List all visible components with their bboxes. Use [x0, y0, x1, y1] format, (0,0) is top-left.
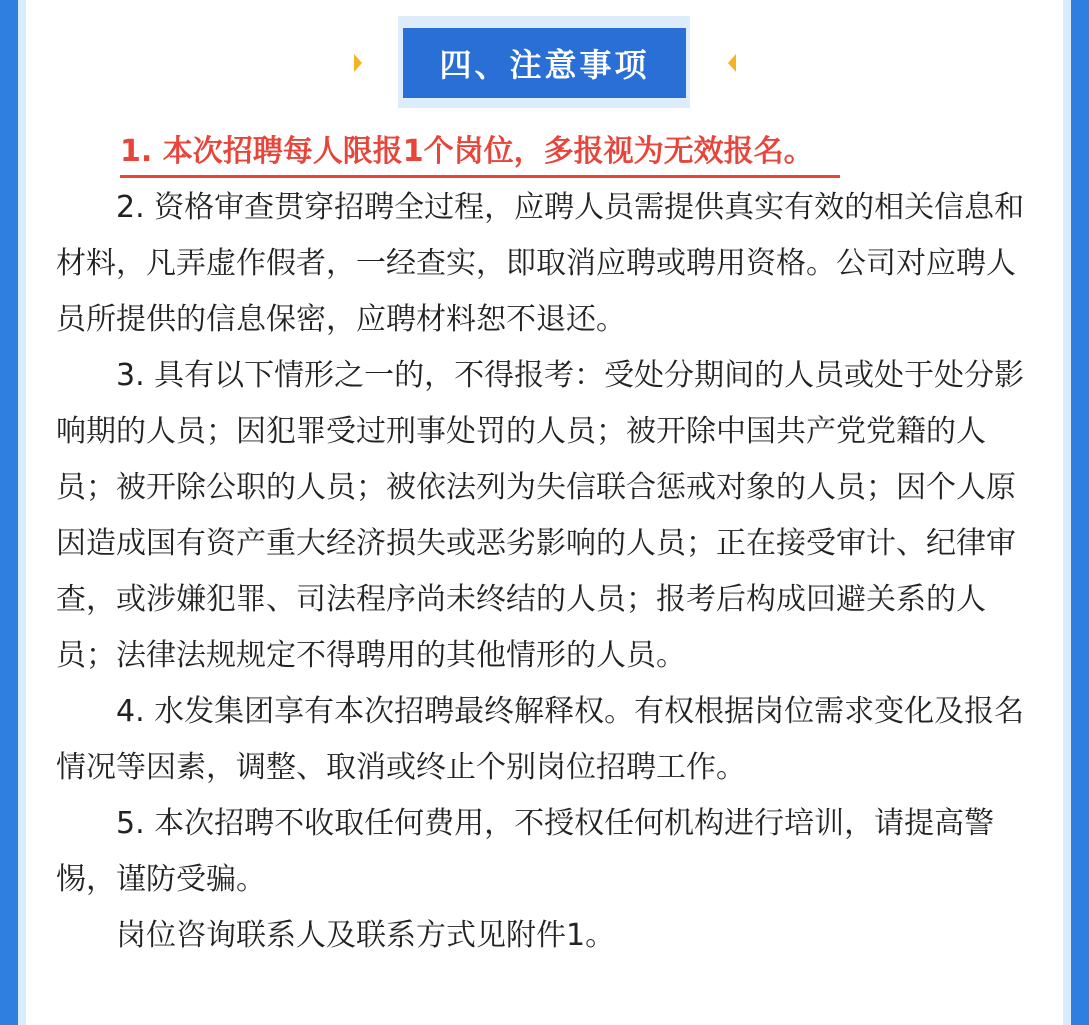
right-arrow-icon: [728, 54, 736, 72]
notice-item-1-text: 1. 本次招聘每人限报1个岗位，多报视为无效报名。: [120, 129, 840, 178]
left-arrow-icon: [354, 54, 362, 72]
notice-item-2: 2. 资格审查贯穿招聘全过程，应聘人员需提供真实有效的相关信息和材料，凡弄虚作假者，一经查实，即取消应聘或聘用资格。公司对应聘人员所提供的信息保密，应聘材料恕不退还。: [56, 190, 1025, 337]
notice-item-3: 3. 具有以下情形之一的，不得报考：受处分期间的人员或处于处分影响期的人员；因犯罪受过刑事处罚的人员；被开除中国共产党党籍的人员；被开除公职的人员；被依法列为失信联合惩戒对象的人员；因个人原因造成国有资产重大经济损失或恶劣影响的人员；正在接受审计、纪律审查，或涉嫌犯罪、司法程序尚未终结的人员；报考后构成回避关系的人员；法律法规规定不得聘用的其他情形的人员。: [56, 358, 1025, 673]
right-frame-border: [1071, 0, 1089, 1025]
left-frame-inner-border: [18, 0, 26, 1025]
contact-note: 岗位咨询联系人及联系方式见附件1。: [116, 918, 616, 953]
left-frame-border: [0, 0, 18, 1025]
notice-item-1: [56, 126, 1036, 178]
notice-item-5: 5. 本次招聘不收取任何费用，不授权任何机构进行培训，请提高警惕，谨防受骗。: [56, 806, 995, 897]
right-frame-inner-border: [1063, 0, 1071, 1025]
section-title: 四、注意事项: [403, 28, 686, 98]
notice-item-4: 4. 水发集团享有本次招聘最终解释权。有权根据岗位需求变化及报名情况等因素，调整、取消或终止个别岗位招聘工作。: [56, 694, 1025, 785]
notice-body: [56, 126, 1036, 964]
